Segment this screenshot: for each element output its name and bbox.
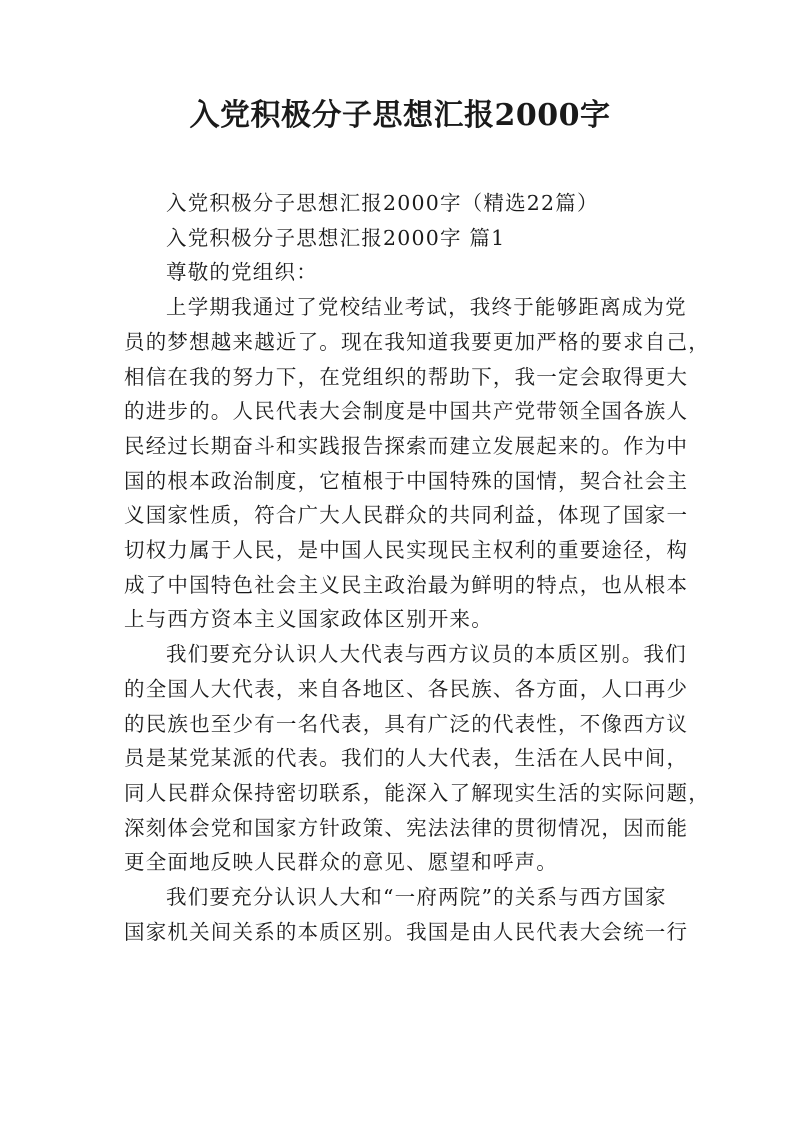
paragraph-3-line: 国家机关间关系的本质区别。我国是由人民代表大会统一行 xyxy=(124,919,689,944)
paragraph-2-line: 深刻体会党和国家方针政策、宪法法律的贯彻情况，因而能 xyxy=(124,815,689,840)
paragraph-2-line: 员是某党某派的代表。我们的人大代表，生活在人民中间， xyxy=(124,746,689,771)
document-body xyxy=(124,186,710,949)
paragraph-1-line: 的进步的。人民代表大会制度是中国共产党带领全国各族人 xyxy=(124,399,689,424)
paragraph-1-line: 上学期我通过了党校结业考试，我终于能够距离成为党 xyxy=(166,295,687,320)
paragraph-1-line: 相信在我的努力下，在党组织的帮助下，我一定会取得更大 xyxy=(124,364,689,389)
paragraph-1-line: 义国家性质，符合广大人民群众的共同利益，体现了国家一 xyxy=(124,503,689,528)
section-heading: 入党积极分子思想汇报2000字 篇1 xyxy=(166,225,506,250)
paragraph-2-line: 同人民群众保持密切联系，能深入了解现实生活的实际问题， xyxy=(124,780,710,805)
paragraph-1-line: 员的梦想越来越近了。现在我知道我要更加严格的要求自己， xyxy=(124,329,710,354)
paragraph-1-line: 成了中国特色社会主义民主政治最为鲜明的特点，也从根本 xyxy=(124,572,689,597)
paragraph-1-line: 上与西方资本主义国家政体区别开来。 xyxy=(124,607,493,632)
paragraph-1-line: 国的根本政治制度，它植根于中国特殊的国情，契合社会主 xyxy=(124,468,689,493)
salutation: 尊敬的党组织： xyxy=(166,260,318,285)
paragraph-3-line: 我们要充分认识人大和“一府两院”的关系与西方国家 xyxy=(166,885,667,910)
paragraph-2-line: 我们要充分认识人大代表与西方议员的本质区别。我们 xyxy=(166,642,687,667)
paragraph-1-line: 切权力属于人民，是中国人民实现民主权利的重要途径，构 xyxy=(124,538,689,563)
paragraph-1-line: 民经过长期奋斗和实践报告探索而建立发展起来的。作为中 xyxy=(124,433,689,458)
paragraph-2-line: 的全国人大代表，来自各地区、各民族、各方面，人口再少 xyxy=(124,676,689,701)
document-title: 入党积极分子思想汇报2000字 xyxy=(189,98,611,133)
subtitle-line: 入党积极分子思想汇报2000字（精选22篇） xyxy=(166,191,599,215)
paragraph-2-line: 的民族也至少有一名代表，具有广泛的代表性，不像西方议 xyxy=(124,711,689,736)
paragraph-2-line: 更全面地反映人民群众的意见、愿望和呼声。 xyxy=(124,850,558,875)
